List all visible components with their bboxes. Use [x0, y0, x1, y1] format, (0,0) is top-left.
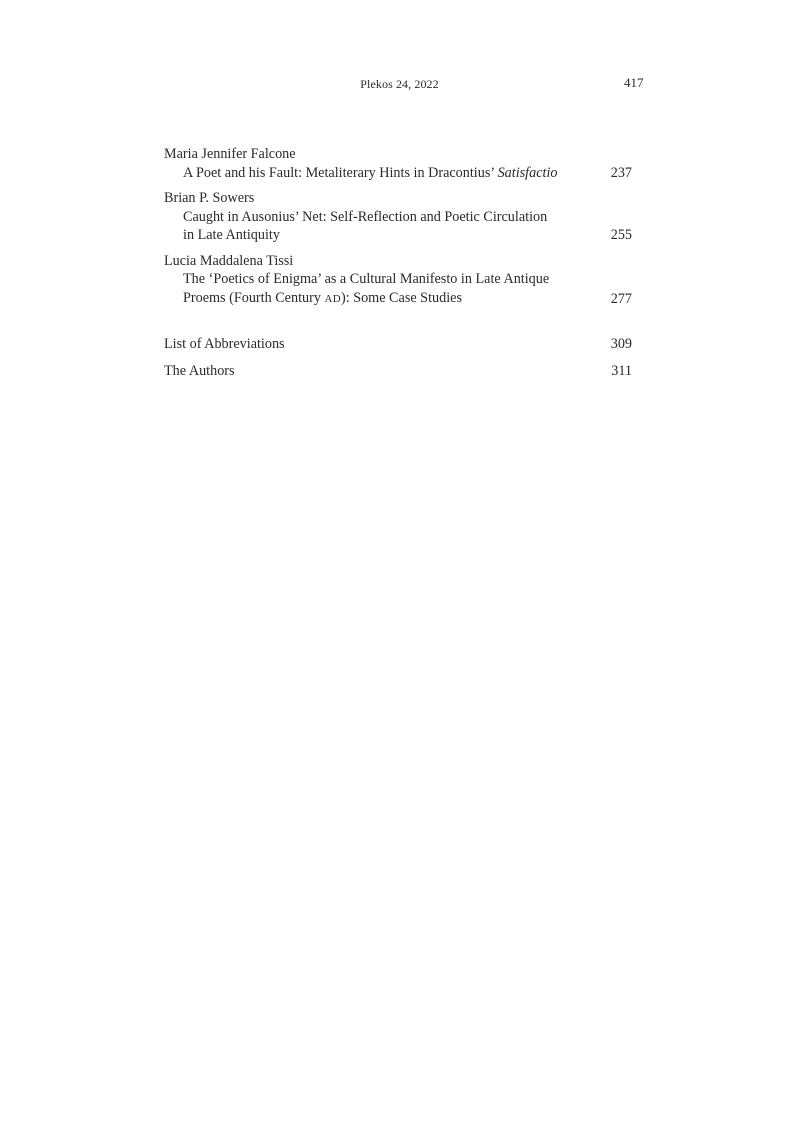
- back-item-label: List of Abbreviations: [164, 336, 285, 352]
- page-number: 417: [624, 75, 644, 90]
- back-item-page: 311: [611, 362, 632, 379]
- entry-title-line-1: Caught in Ausonius’ Net: Self-Reflection and Poetic Circulation: [183, 208, 548, 225]
- entry-title-line-2-end: ): Some Case Studies: [340, 289, 462, 306]
- entry-author: Brian P. Sowers: [164, 190, 255, 206]
- toc-entry-authors[interactable]: [164, 362, 632, 381]
- back-item-label: The Authors: [164, 362, 235, 379]
- back-item-page: 309: [610, 336, 632, 352]
- entry-title-text: A Poet and his Fault: Metaliterary Hints in Dracontius’: [183, 164, 498, 181]
- journal-title: Plekos 24, 2022: [360, 77, 439, 91]
- entry-title-line-1: The ‘Poetics of Enigma’ as a Cultural Manifesto in Late Antique: [183, 271, 550, 287]
- entry-page: 277: [610, 290, 632, 307]
- entry-title: [164, 164, 632, 183]
- toc-entry[interactable]: [164, 252, 632, 309]
- entry-title-smallcaps: AD: [324, 292, 341, 305]
- entry-title: [164, 270, 632, 308]
- entry-page: 255: [610, 227, 632, 243]
- table-of-contents: [164, 145, 632, 388]
- running-head: [0, 75, 799, 93]
- entry-title-line-2: in Late Antiquity: [183, 227, 280, 243]
- back-matter: [164, 335, 632, 380]
- toc-entry[interactable]: [164, 145, 632, 182]
- toc-entry[interactable]: [164, 189, 632, 245]
- entry-author: Maria Jennifer Falcone: [164, 146, 296, 162]
- entry-title-italic: Satisfactio: [497, 164, 558, 181]
- entry-title-line-2-start: Proems (Fourth Century: [183, 289, 325, 306]
- entry-author: Lucia Maddalena Tissi: [164, 252, 294, 269]
- entry-title: [164, 208, 632, 245]
- toc-entry-abbreviations[interactable]: [164, 335, 632, 354]
- entry-page: 237: [610, 164, 632, 181]
